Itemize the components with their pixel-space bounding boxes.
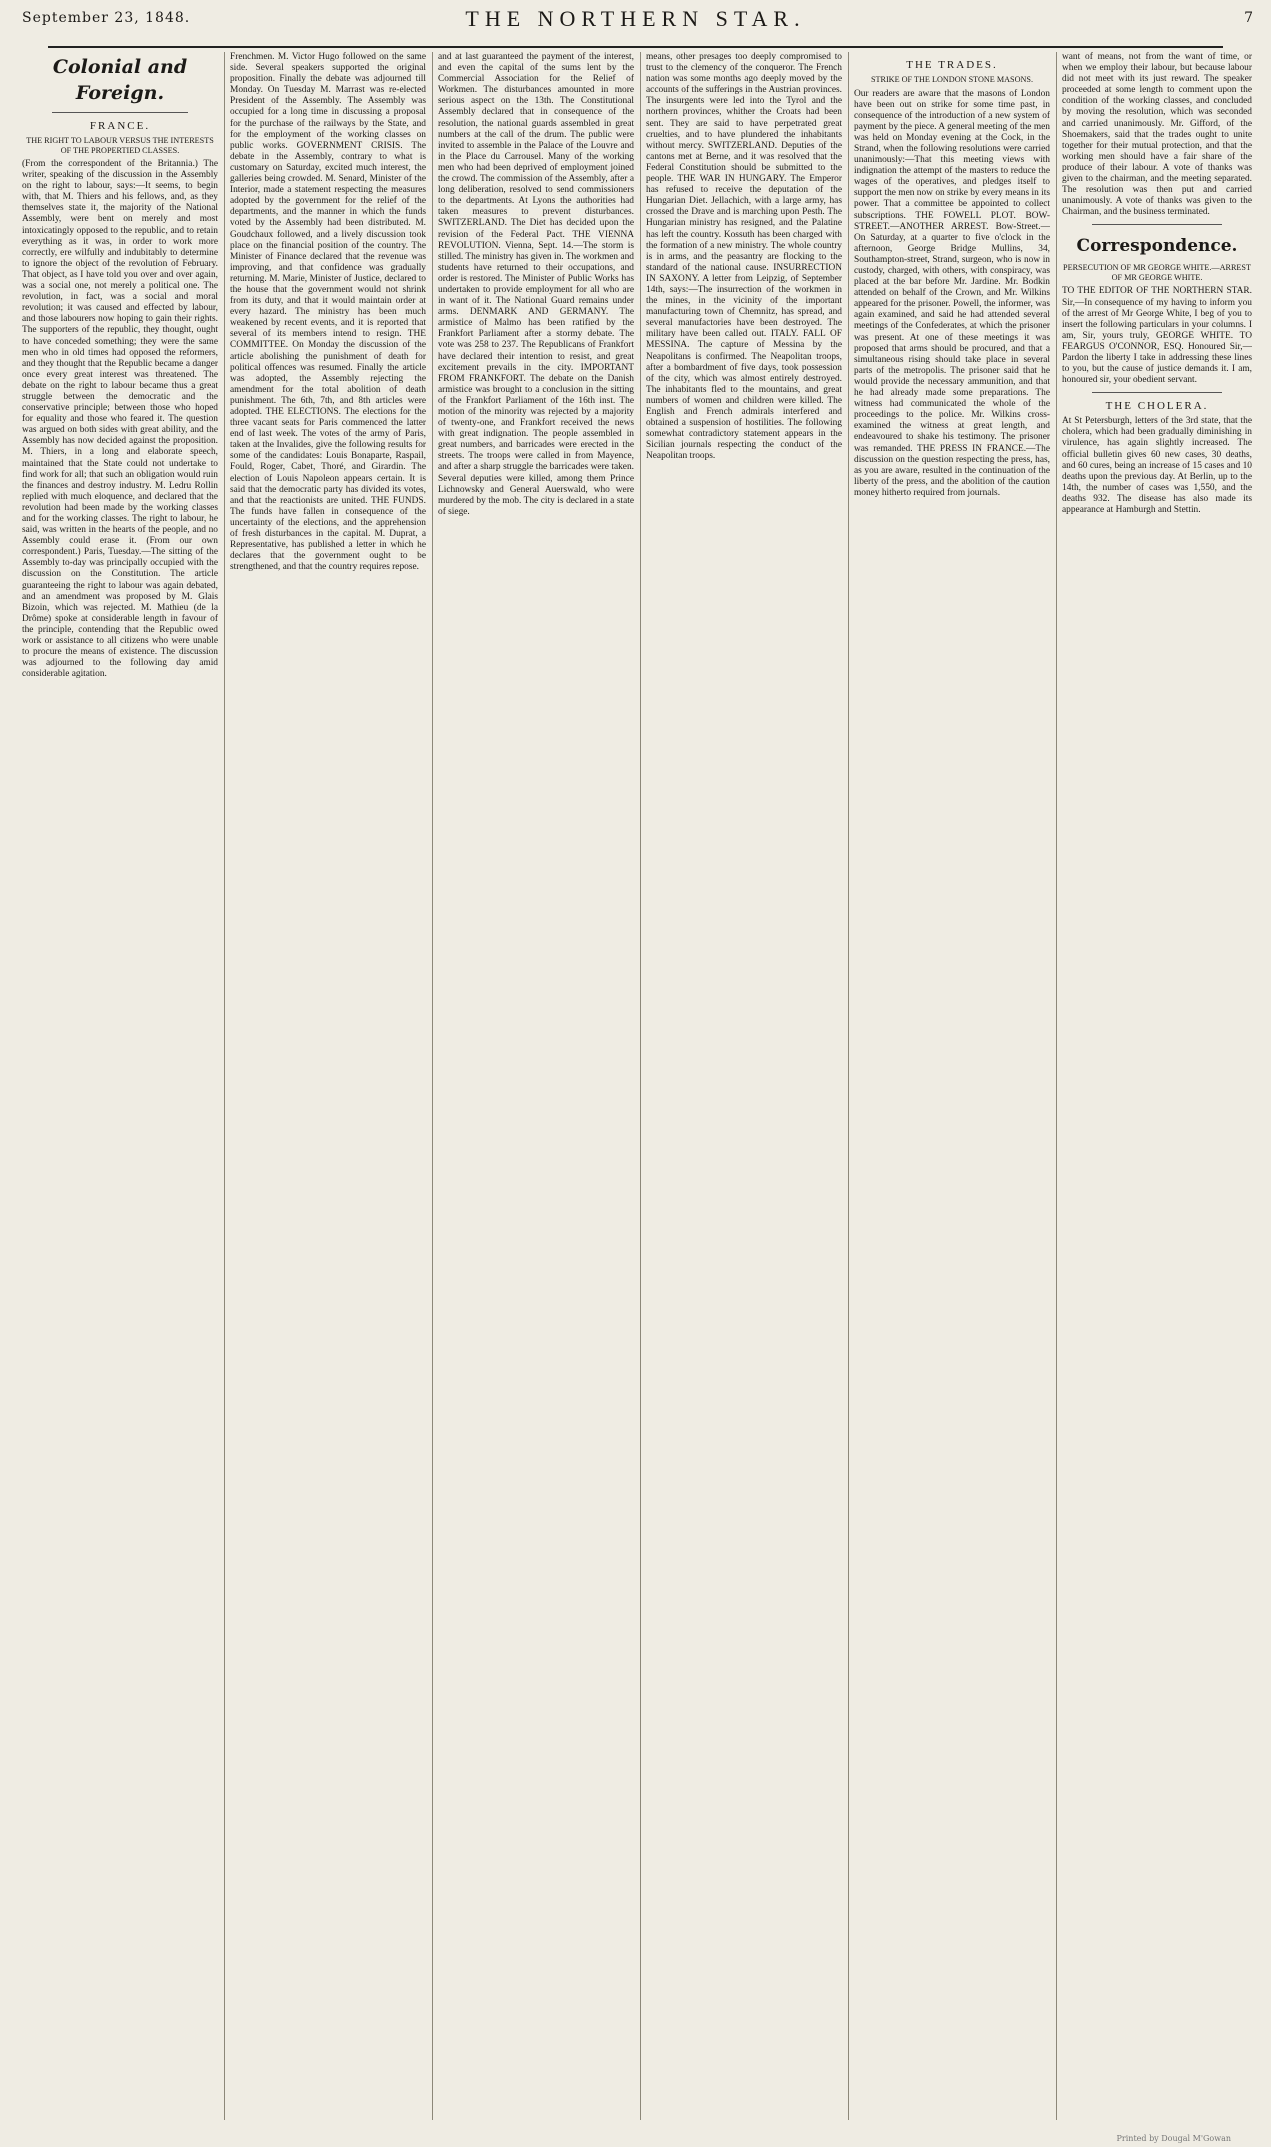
footer-imprint: Printed by Dougal M'Gowan xyxy=(1116,2134,1231,2143)
column-2 xyxy=(230,52,426,2120)
column-divider xyxy=(432,52,433,2120)
masthead xyxy=(0,0,1271,46)
section-title-correspondence: Correspondence. xyxy=(1076,236,1238,257)
article-hungary-italy-body: means, other presages too deeply compromised to trust to the clemency of the conqueror. The French nation was some months ago deeply moved by the accounts of the sufferings in the Austrian provinces. The insurgents were led into the Tyrol and the northern provinces, whither the Croats had been sent. They are said to have perpetrated great cruelties, and to have plundered the inhabitants without mercy. SWITZERLAND. Deputies of the cantons met at Berne, and it was resolved that the Federal Constitution should be submitted to the people. THE WAR IN HUNGARY. The Emperor has refused to receive the deputation of the Hungarian Diet. Jellachich, with a large army, has crossed the Drave and is marching upon Pesth. The Hungarian ministry has resigned, and the Palatine has left the country. Kossuth has been charged with the formation of a new ministry. The whole country is in arms, and the peasantry are flocking to the standard of the national cause. INSURRECTION IN SAXONY. A letter from Leipzig, of September 14th, says:—The insurrection of the workmen in the mines, in the vicinity of the important manufacturing town of Chemnitz, has spread, and several manufactories have been destroyed. The military have been called out. ITALY. FALL OF MESSINA. The capture of Messina by the Neapolitans is confirmed. The Neapolitan troops, after a bombardment of five days, took possession of the city, which was almost entirely destroyed. The inhabitants fled to the mountains, and great numbers of women and children were killed. The English and French admirals interfered and obtained a suspension of hostilities. The following somewhat contradictory statement appears in the Sicilian journals respecting the conduct of the Neapolitan troops. xyxy=(646,52,842,462)
section-title-colonial-foreign: Colonial and Foreign. xyxy=(52,56,188,104)
divider xyxy=(1092,224,1222,225)
article-france-body: (From the correspondent of the Britannia.) The writer, speaking of the discussion in the Assembly on the right to labour, says:—It seems, to begin with, that M. Thiers and his fellows, and, as they themselves state it, the majority of the National Assembly, were bent on merely and most intoxicatingly opposed to the republic, and to retain everything as it was, in order to work more correctly, ere wilfully and indubitably to determine to ignore the object of the revolution of February. That object, as I have told you over and over again, was a social one, not merely a political one. The revolution, in fact, was a social and moral revolution; it was caused and effected by labour, and those labourers now hoping to gain their rights. The supporters of the republic, they thought, ought to have conceded something; they were the same men who in old times had opposed the reformers, and they thought that the Republic became a danger once every great interest was threatened. The debate on the right to labour became thus a great struggle between the democratic and the conservative principle; between those who hoped for equality and those who feared it. The question was argued on both sides with great ability, and the Assembly has now decided against the proposition. M. Thiers, in a long and elaborate speech, maintained that the State could not undertake to find work for all; that such an obligation would ruin the finances and destroy industry. M. Ledru Rollin replied with much eloquence, and declared that the revolution had been made by the working classes and for the working classes. The right to labour, he said, was written in the hearts of the people, and no Assembly could erase it. (From our own correspondent.) Paris, Tuesday.—The sitting of the Assembly to-day was principally occupied with the discussion on the Constitution. The article guaranteeing the right to labour was again debated, and an amendment was proposed by M. Glais Bizoin, which was rejected. M. Mathieu (de la Drôme) spoke at considerable length in favour of the principle, contending that the Republic owed work or assistance to all citizens who were unable to procure the means of existence. The discussion was adjourned to the following day amid considerable agitation. xyxy=(22,159,218,680)
column-3 xyxy=(438,52,634,2120)
masthead-rule xyxy=(48,46,1223,48)
column-divider xyxy=(1056,52,1057,2120)
subheadline-george-white: PERSECUTION OF MR GEORGE WHITE.—ARREST OF MR GEORGE WHITE. xyxy=(1063,263,1251,282)
page-number: 7 xyxy=(1244,10,1253,26)
newspaper-title: THE NORTHERN STAR. xyxy=(465,6,806,31)
column-divider xyxy=(848,52,849,2120)
column-divider xyxy=(224,52,225,2120)
divider xyxy=(1092,392,1222,393)
article-continued-body: Frenchmen. M. Victor Hugo followed on the same side. Several speakers supported the original proposition. Finally the debate was adjourned till Monday. On Tuesday M. Marrast was re-elected President of the Assembly. The Assembly was occupied for a long time in discussing a proposal for the purchase of the railways by the State, and for the employment of the working classes on public works. GOVERNMENT CRISIS. The debate in the Assembly, contrary to what is customary on Saturday, excited much interest, the galleries being crowded. M. Senard, Minister of the Interior, made a statement respecting the measures adopted by the government for the relief of the departments, and the manner in which the funds voted by the Assembly had been distributed. M. Goudchaux followed, and a lively discussion took place on the financial position of the country. The Minister of Finance declared that the revenue was improving, and that confidence was gradually returning. M. Marie, Minister of Justice, declared to the house that the government would not shrink from its duty, and that it would maintain order at every hazard. The ministry has been much weakened by recent events, and it is reported that several of its members intend to resign. THE COMMITTEE. On Monday the discussion of the article abolishing the punishment of death for political offences was resumed. Finally the article was adopted, the Assembly rejecting the amendment for the total abolition of death punishment. The 6th, 7th, and 8th articles were adopted. THE ELECTIONS. The elections for the three vacant seats for Paris commenced the latter end of last week. The votes of the army of Paris, taken at the Invalides, give the following results for some of the candidates: Louis Bonaparte, Raspail, Fould, Roger, Cabet, Thoré, and Girardin. The election of Louis Napoleon appears certain. It is said that the democratic party has divided its votes, and that the reactionists are united. THE FUNDS. The funds have fallen in consequence of the uncertainty of the elections, and the apprehension of fresh disturbances in the capital. M. Duprat, a Representative, has published a letter in which he declares that the government ought to be strengthened, and that the country requires repose. xyxy=(230,52,426,573)
article-correspondence-body: TO THE EDITOR OF THE NORTHERN STAR. Sir,—In consequence of my having to inform you of the arrest of Mr George White, I beg of you to insert the following particulars in your columns. I am, Sir, yours truly, GEORGE WHITE. TO FEARGUS O'CONNOR, ESQ. Honoured Sir,—Pardon the liberty I take in addressing these lines to you, but the cause of justice demands it. I am, honoured sir, your obedient servant. xyxy=(1062,286,1252,386)
headline-cholera: THE CHOLERA. xyxy=(1105,400,1209,413)
subheadline-right-to-labour: THE RIGHT TO LABOUR VERSUS THE INTERESTS OF THE PROPERTIED CLASSES. xyxy=(26,136,214,155)
subheadline-stone-masons: STRIKE OF THE LONDON STONE MASONS. xyxy=(870,75,1034,84)
article-trades-body: Our readers are aware that the masons of London have been out on strike for some time past, in consequence of the introduction of a new system of payment by the piece. A general meeting of the men was held on Monday evening at the Cock, in the Strand, when the following resolutions were carried unanimously:—That this meeting views with indignation the attempt of the masters to reduce the wages of the operatives, and pledges itself to support the men now on strike by every means in its power. That a committee be appointed to collect subscriptions. THE FOWELL PLOT. BOW-STREET.—ANOTHER ARREST. Bow-Street.—On Saturday, at a quarter to five o'clock in the afternoon, George Bridge Mullins, 34, Southampton-street, Strand, surgeon, who is now in custody, charged, with others, with conspiracy, was placed at the bar before Mr. Jardine. Mr. Bodkin attended on behalf of the Crown, and Mr. Wilkins appeared for the prisoner. Powell, the informer, was again examined, and said he had attended several meetings of the Confederates, at which the prisoner was present. At one of these meetings it was proposed that arms should be procured, and that a simultaneous rising should take place in several parts of the metropolis. The prisoner said that he would provide the necessary ammunition, and that he had already made some preparations. The witness had communicated the whole of the proceedings to the police. Mr. Wilkins cross-examined the witness at great length, and endeavoured to shake his testimony. The prisoner was remanded. THE PRESS IN FRANCE.—The discussion on the question respecting the press, has, as you are aware, resulted in the continuation of the liberty of the press, and the abolition of the caution money hitherto required from journals. xyxy=(854,88,1050,498)
column-1 xyxy=(22,52,218,2120)
divider xyxy=(52,112,188,113)
column-6 xyxy=(1062,52,1252,2120)
article-foreign-news-body: and at last guaranteed the payment of the interest, and even the capital of the sums lent by the Commercial Association for the Relief of Workmen. The disturbances amounted in more serious aspect on the 13th. The Constitutional Assembly declared that in consequence of the resolution, the national guards assembled in great numbers at the call of the drum. The public were invited to assemble in the Palace of the Louvre and in the Place du Carrousel. Many of the working men who had been deprived of employment joined the crowd. The commission of the Assembly, after a long deliberation, resolved to send commissioners to the departments. At Lyons the authorities had taken measures to prevent disturbances. SWITZERLAND. The Diet has decided upon the revision of the Federal Pact. THE VIENNA REVOLUTION. Vienna, Sept. 14.—The storm is stilled. The ministry has given in. The workmen and students have returned to their occupations, and order is restored. The Minister of Public Works has undertaken to provide employment for all who are in want of it. The National Guard remains under arms. DENMARK AND GERMANY. The armistice of Malmo has been ratified by the Frankfort Parliament after a stormy debate. The vote was 258 to 237. The Republicans of Frankfort have declared their intention to resist, and great excitement prevails in the city. IMPORTANT FROM FRANKFORT. The debate on the Danish armistice was brought to a conclusion in the sitting of the Frankfort Parliament of the 16th inst. The motion of the minority was rejected by a majority of twenty-one, and Frankfort received the news with great indignation. The people assembled in great numbers, and barricades were erected in the streets. The troops were called in from Mayence, and after a sharp struggle the barricades were taken. Several deputies were killed, among them Prince Lichnowsky and General Auerswald, who were murdered by the mob. The city is declared in a state of siege. xyxy=(438,52,634,517)
article-trades-continued: want of means, not from the want of time, or when we employ their labour, but because labour did not meet with its just reward. The speaker proceeded at some length to comment upon the condition of the working classes, and concluded by moving the resolution, which was seconded and carried unanimously. Mr. Gifford, of the Shoemakers, said that the trades ought to unite together for their mutual protection, and that the working men should have a fair share of the produce of their labour. A vote of thanks was given to the chairman, and the meeting separated. The resolution was then put and carried unanimously. A vote of thanks was given to the Chairman, and the business terminated. xyxy=(1062,52,1252,218)
article-cholera-body: At St Petersburgh, letters of the 3rd state, that the cholera, which had been gradually diminishing in virulence, has again slightly increased. The official bulletin gives 60 new cases, 30 deaths, and 60 cures, being an increase of 15 cases and 10 deaths upon the previous day. At Berlin, up to the 14th, the number of cases was 1,550, and the deaths 932. The disease has also made its appearance at Hamburgh and Stettin. xyxy=(1062,416,1252,515)
column-divider xyxy=(640,52,641,2120)
column-5 xyxy=(854,52,1050,2120)
headline-france: FRANCE. xyxy=(89,120,151,132)
column-4 xyxy=(646,52,842,2120)
headline-the-trades: THE TRADES. xyxy=(906,59,998,71)
issue-date: September 23, 1848. xyxy=(22,10,191,26)
